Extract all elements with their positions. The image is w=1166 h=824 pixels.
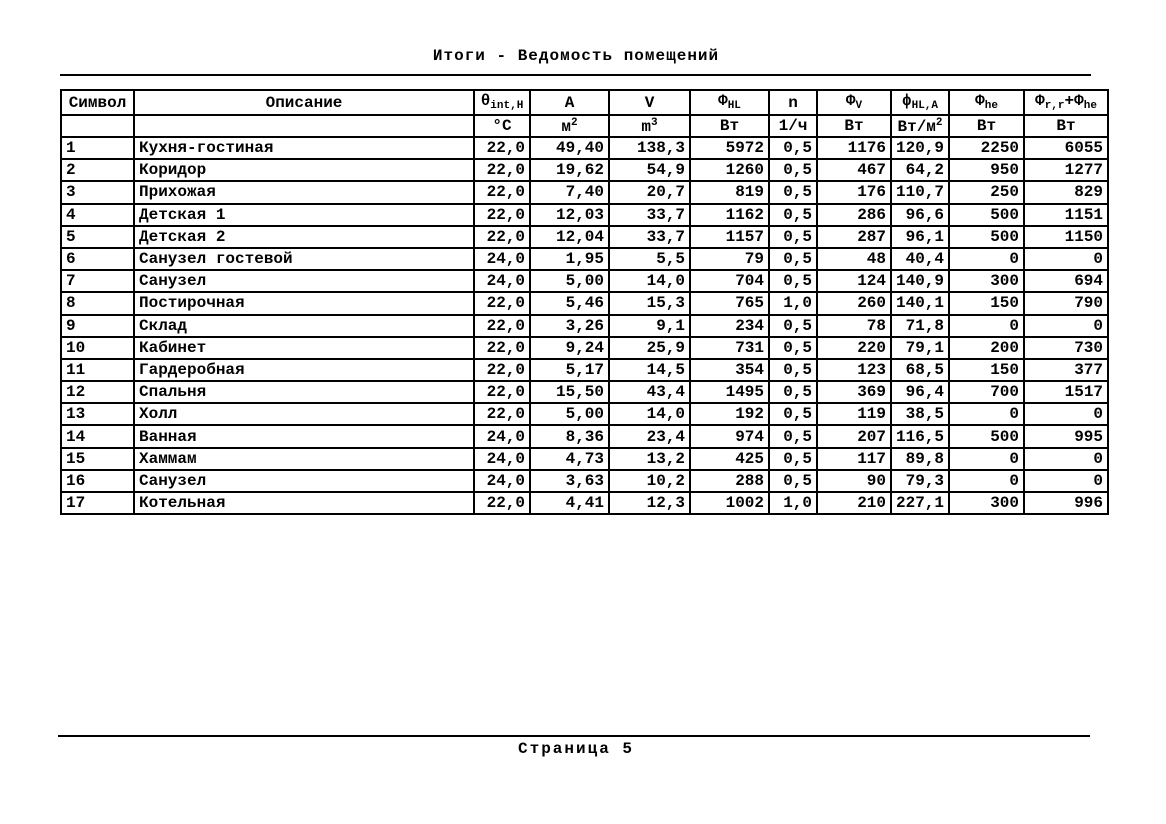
cell-phi-v: 287 <box>817 226 891 248</box>
cell-n: 0,5 <box>769 381 817 403</box>
cell-phi-rr-he: 790 <box>1024 292 1108 314</box>
cell-phi-hl-a: 140,9 <box>891 270 949 292</box>
cell-phi-hl: 1157 <box>690 226 769 248</box>
rooms-table <box>60 89 1109 515</box>
cell-symbol: 11 <box>61 359 134 381</box>
cell-symbol: 15 <box>61 448 134 470</box>
cell-description: Склад <box>134 315 474 337</box>
cell-symbol: 14 <box>61 425 134 447</box>
cell-phi-rr-he: 0 <box>1024 448 1108 470</box>
col-unit-phi-hl-a: $Вт/м^2$ <box>891 115 949 137</box>
cell-area-a: 1,95 <box>530 248 609 270</box>
cell-n: 0,5 <box>769 248 817 270</box>
cell-symbol: 13 <box>61 403 134 425</box>
col-header-symbol: Символ <box>61 90 134 115</box>
col-unit-description <box>134 115 474 137</box>
cell-phi-he: 0 <box>949 403 1024 425</box>
cell-n: 0,5 <box>769 403 817 425</box>
table-row <box>61 270 1108 292</box>
cell-area-a: 3,63 <box>530 470 609 492</box>
cell-description: Котельная <box>134 492 474 514</box>
cell-volume-v: 10,2 <box>609 470 690 492</box>
col-unit-phi-rr-he: Вт <box>1024 115 1108 137</box>
cell-symbol: 5 <box>61 226 134 248</box>
footer-rule <box>58 735 1090 737</box>
cell-phi-hl-a: 96,4 <box>891 381 949 403</box>
cell-phi-rr-he: 996 <box>1024 492 1108 514</box>
cell-description: Санузел гостевой <box>134 248 474 270</box>
cell-phi-hl-a: 140,1 <box>891 292 949 314</box>
cell-area-a: 5,46 <box>530 292 609 314</box>
cell-n: 1,0 <box>769 492 817 514</box>
col-unit-area-a: $м^2$ <box>530 115 609 137</box>
page-title: Итоги - Ведомость помещений <box>432 47 720 65</box>
cell-volume-v: 14,0 <box>609 270 690 292</box>
cell-n: 0,5 <box>769 159 817 181</box>
table-header <box>61 90 1108 137</box>
cell-area-a: 15,50 <box>530 381 609 403</box>
cell-phi-hl: 704 <box>690 270 769 292</box>
cell-phi-hl: 731 <box>690 337 769 359</box>
cell-n: 0,5 <box>769 337 817 359</box>
cell-phi-hl: 5972 <box>690 137 769 159</box>
cell-phi-he: 300 <box>949 492 1024 514</box>
cell-phi-he: 200 <box>949 337 1024 359</box>
cell-phi-rr-he: 0 <box>1024 248 1108 270</box>
col-header-description: Описание <box>134 90 474 115</box>
cell-n: 0,5 <box>769 270 817 292</box>
cell-volume-v: 43,4 <box>609 381 690 403</box>
cell-theta-int-h: 22,0 <box>474 226 530 248</box>
col-header-phi-hl-a: $\phi_{HL,A}$ <box>891 90 949 115</box>
cell-volume-v: 13,2 <box>609 448 690 470</box>
col-header-phi-he: $\Phi_{he}$ <box>949 90 1024 115</box>
cell-symbol: 1 <box>61 137 134 159</box>
cell-n: 0,5 <box>769 204 817 226</box>
cell-theta-int-h: 22,0 <box>474 492 530 514</box>
cell-phi-hl-a: 116,5 <box>891 425 949 447</box>
cell-theta-int-h: 22,0 <box>474 204 530 226</box>
cell-area-a: 3,26 <box>530 315 609 337</box>
header-row-symbols <box>61 90 1108 115</box>
cell-n: 0,5 <box>769 226 817 248</box>
col-header-area-a: A <box>530 90 609 115</box>
table-row <box>61 381 1108 403</box>
cell-phi-hl-a: 40,4 <box>891 248 949 270</box>
cell-symbol: 2 <box>61 159 134 181</box>
cell-phi-he: 0 <box>949 470 1024 492</box>
cell-phi-rr-he: 730 <box>1024 337 1108 359</box>
cell-phi-he: 150 <box>949 292 1024 314</box>
cell-area-a: 9,24 <box>530 337 609 359</box>
cell-description: Детская 2 <box>134 226 474 248</box>
cell-symbol: 12 <box>61 381 134 403</box>
header-rule <box>60 74 1091 76</box>
cell-description: Хаммам <box>134 448 474 470</box>
col-header-phi-v: $\Phi_V$ <box>817 90 891 115</box>
col-unit-theta-int-h: °C <box>474 115 530 137</box>
cell-phi-hl: 288 <box>690 470 769 492</box>
cell-n: 0,5 <box>769 137 817 159</box>
cell-symbol: 10 <box>61 337 134 359</box>
cell-phi-he: 0 <box>949 248 1024 270</box>
cell-phi-rr-he: 829 <box>1024 181 1108 203</box>
cell-phi-v: 124 <box>817 270 891 292</box>
cell-volume-v: 14,5 <box>609 359 690 381</box>
cell-phi-rr-he: 6055 <box>1024 137 1108 159</box>
cell-description: Прихожая <box>134 181 474 203</box>
cell-volume-v: 12,3 <box>609 492 690 514</box>
cell-theta-int-h: 22,0 <box>474 181 530 203</box>
cell-phi-hl-a: 79,3 <box>891 470 949 492</box>
table-row <box>61 204 1108 226</box>
cell-description: Кабинет <box>134 337 474 359</box>
table-row <box>61 337 1108 359</box>
cell-area-a: 4,41 <box>530 492 609 514</box>
cell-phi-he: 950 <box>949 159 1024 181</box>
cell-phi-hl: 974 <box>690 425 769 447</box>
cell-volume-v: 54,9 <box>609 159 690 181</box>
cell-description: Холл <box>134 403 474 425</box>
col-header-phi-hl: $\Phi_{HL}$ <box>690 90 769 115</box>
cell-description: Спальня <box>134 381 474 403</box>
cell-phi-v: 48 <box>817 248 891 270</box>
table-body <box>61 137 1108 514</box>
col-unit-phi-v: Вт <box>817 115 891 137</box>
cell-phi-he: 0 <box>949 448 1024 470</box>
cell-theta-int-h: 22,0 <box>474 292 530 314</box>
cell-theta-int-h: 22,0 <box>474 381 530 403</box>
cell-phi-v: 207 <box>817 425 891 447</box>
cell-phi-v: 90 <box>817 470 891 492</box>
cell-n: 0,5 <box>769 470 817 492</box>
cell-phi-rr-he: 0 <box>1024 403 1108 425</box>
cell-n: 0,5 <box>769 315 817 337</box>
table-row <box>61 226 1108 248</box>
cell-volume-v: 20,7 <box>609 181 690 203</box>
col-unit-n: 1/ч <box>769 115 817 137</box>
cell-volume-v: 9,1 <box>609 315 690 337</box>
cell-area-a: 19,62 <box>530 159 609 181</box>
cell-phi-hl: 425 <box>690 448 769 470</box>
cell-description: Гардеробная <box>134 359 474 381</box>
cell-phi-he: 500 <box>949 425 1024 447</box>
cell-phi-hl: 79 <box>690 248 769 270</box>
cell-phi-hl-a: 120,9 <box>891 137 949 159</box>
table-row <box>61 359 1108 381</box>
cell-volume-v: 23,4 <box>609 425 690 447</box>
table-row <box>61 137 1108 159</box>
cell-symbol: 4 <box>61 204 134 226</box>
cell-area-a: 7,40 <box>530 181 609 203</box>
cell-phi-v: 123 <box>817 359 891 381</box>
cell-phi-hl-a: 227,1 <box>891 492 949 514</box>
cell-phi-v: 369 <box>817 381 891 403</box>
cell-theta-int-h: 22,0 <box>474 137 530 159</box>
cell-phi-hl-a: 38,5 <box>891 403 949 425</box>
cell-phi-v: 220 <box>817 337 891 359</box>
cell-phi-hl: 1495 <box>690 381 769 403</box>
cell-phi-hl: 765 <box>690 292 769 314</box>
cell-phi-rr-he: 694 <box>1024 270 1108 292</box>
col-header-theta-int-h: $\theta_{int,H}$ <box>474 90 530 115</box>
cell-area-a: 5,00 <box>530 403 609 425</box>
cell-theta-int-h: 24,0 <box>474 448 530 470</box>
cell-n: 0,5 <box>769 448 817 470</box>
cell-phi-v: 286 <box>817 204 891 226</box>
col-header-n: n <box>769 90 817 115</box>
cell-phi-he: 250 <box>949 181 1024 203</box>
cell-theta-int-h: 24,0 <box>474 425 530 447</box>
cell-description: Коридор <box>134 159 474 181</box>
cell-phi-hl: 234 <box>690 315 769 337</box>
cell-volume-v: 14,0 <box>609 403 690 425</box>
cell-phi-rr-he: 1277 <box>1024 159 1108 181</box>
cell-volume-v: 15,3 <box>609 292 690 314</box>
cell-volume-v: 33,7 <box>609 226 690 248</box>
cell-phi-hl: 1260 <box>690 159 769 181</box>
cell-volume-v: 138,3 <box>609 137 690 159</box>
cell-phi-v: 1176 <box>817 137 891 159</box>
cell-theta-int-h: 22,0 <box>474 337 530 359</box>
cell-description: Санузел <box>134 470 474 492</box>
col-unit-volume-v: $m^3$ <box>609 115 690 137</box>
cell-description: Ванная <box>134 425 474 447</box>
cell-phi-he: 500 <box>949 226 1024 248</box>
cell-theta-int-h: 22,0 <box>474 359 530 381</box>
cell-phi-he: 2250 <box>949 137 1024 159</box>
col-header-volume-v: V <box>609 90 690 115</box>
cell-theta-int-h: 22,0 <box>474 403 530 425</box>
cell-phi-he: 150 <box>949 359 1024 381</box>
cell-phi-rr-he: 0 <box>1024 470 1108 492</box>
cell-area-a: 49,40 <box>530 137 609 159</box>
cell-phi-rr-he: 1517 <box>1024 381 1108 403</box>
table-row <box>61 403 1108 425</box>
table-row <box>61 292 1108 314</box>
cell-phi-v: 210 <box>817 492 891 514</box>
cell-phi-hl-a: 96,6 <box>891 204 949 226</box>
cell-volume-v: 33,7 <box>609 204 690 226</box>
cell-symbol: 6 <box>61 248 134 270</box>
cell-description: Санузел <box>134 270 474 292</box>
cell-phi-he: 0 <box>949 315 1024 337</box>
cell-phi-hl-a: 89,8 <box>891 448 949 470</box>
cell-symbol: 8 <box>61 292 134 314</box>
cell-phi-v: 467 <box>817 159 891 181</box>
cell-n: 0,5 <box>769 359 817 381</box>
cell-symbol: 16 <box>61 470 134 492</box>
col-unit-phi-he: Вт <box>949 115 1024 137</box>
cell-area-a: 5,00 <box>530 270 609 292</box>
cell-area-a: 4,73 <box>530 448 609 470</box>
cell-phi-v: 119 <box>817 403 891 425</box>
cell-symbol: 17 <box>61 492 134 514</box>
cell-phi-hl-a: 68,5 <box>891 359 949 381</box>
table-row <box>61 425 1108 447</box>
cell-phi-hl: 354 <box>690 359 769 381</box>
cell-volume-v: 5,5 <box>609 248 690 270</box>
table-row <box>61 248 1108 270</box>
cell-phi-hl-a: 64,2 <box>891 159 949 181</box>
cell-description: Детская 1 <box>134 204 474 226</box>
cell-phi-hl-a: 96,1 <box>891 226 949 248</box>
header-row-units <box>61 115 1108 137</box>
cell-phi-hl: 1162 <box>690 204 769 226</box>
cell-symbol: 9 <box>61 315 134 337</box>
cell-theta-int-h: 24,0 <box>474 248 530 270</box>
cell-symbol: 3 <box>61 181 134 203</box>
table-row <box>61 181 1108 203</box>
table-row <box>61 159 1108 181</box>
cell-phi-v: 78 <box>817 315 891 337</box>
cell-n: 0,5 <box>769 181 817 203</box>
cell-phi-v: 176 <box>817 181 891 203</box>
cell-phi-rr-he: 377 <box>1024 359 1108 381</box>
cell-phi-rr-he: 1150 <box>1024 226 1108 248</box>
cell-phi-v: 260 <box>817 292 891 314</box>
col-unit-phi-hl: Вт <box>690 115 769 137</box>
cell-phi-hl-a: 71,8 <box>891 315 949 337</box>
cell-theta-int-h: 24,0 <box>474 470 530 492</box>
cell-phi-hl-a: 79,1 <box>891 337 949 359</box>
cell-phi-he: 500 <box>949 204 1024 226</box>
cell-theta-int-h: 22,0 <box>474 315 530 337</box>
cell-phi-rr-he: 1151 <box>1024 204 1108 226</box>
cell-volume-v: 25,9 <box>609 337 690 359</box>
cell-phi-hl-a: 110,7 <box>891 181 949 203</box>
cell-phi-rr-he: 995 <box>1024 425 1108 447</box>
cell-area-a: 8,36 <box>530 425 609 447</box>
cell-area-a: 12,04 <box>530 226 609 248</box>
cell-area-a: 12,03 <box>530 204 609 226</box>
cell-area-a: 5,17 <box>530 359 609 381</box>
cell-phi-rr-he: 0 <box>1024 315 1108 337</box>
page-footer: Страница 5 <box>517 740 634 758</box>
table-row <box>61 470 1108 492</box>
cell-phi-v: 117 <box>817 448 891 470</box>
table-row <box>61 492 1108 514</box>
cell-n: 1,0 <box>769 292 817 314</box>
col-header-phi-rr-he: $\Phi_{r,r}+\Phi_{he}$ <box>1024 90 1108 115</box>
cell-phi-hl: 1002 <box>690 492 769 514</box>
table-row <box>61 315 1108 337</box>
cell-phi-he: 700 <box>949 381 1024 403</box>
cell-phi-hl: 192 <box>690 403 769 425</box>
col-unit-symbol <box>61 115 134 137</box>
cell-symbol: 7 <box>61 270 134 292</box>
cell-theta-int-h: 24,0 <box>474 270 530 292</box>
cell-description: Постирочная <box>134 292 474 314</box>
table-row <box>61 448 1108 470</box>
cell-theta-int-h: 22,0 <box>474 159 530 181</box>
cell-n: 0,5 <box>769 425 817 447</box>
cell-phi-hl: 819 <box>690 181 769 203</box>
cell-phi-he: 300 <box>949 270 1024 292</box>
cell-description: Кухня-гостиная <box>134 137 474 159</box>
